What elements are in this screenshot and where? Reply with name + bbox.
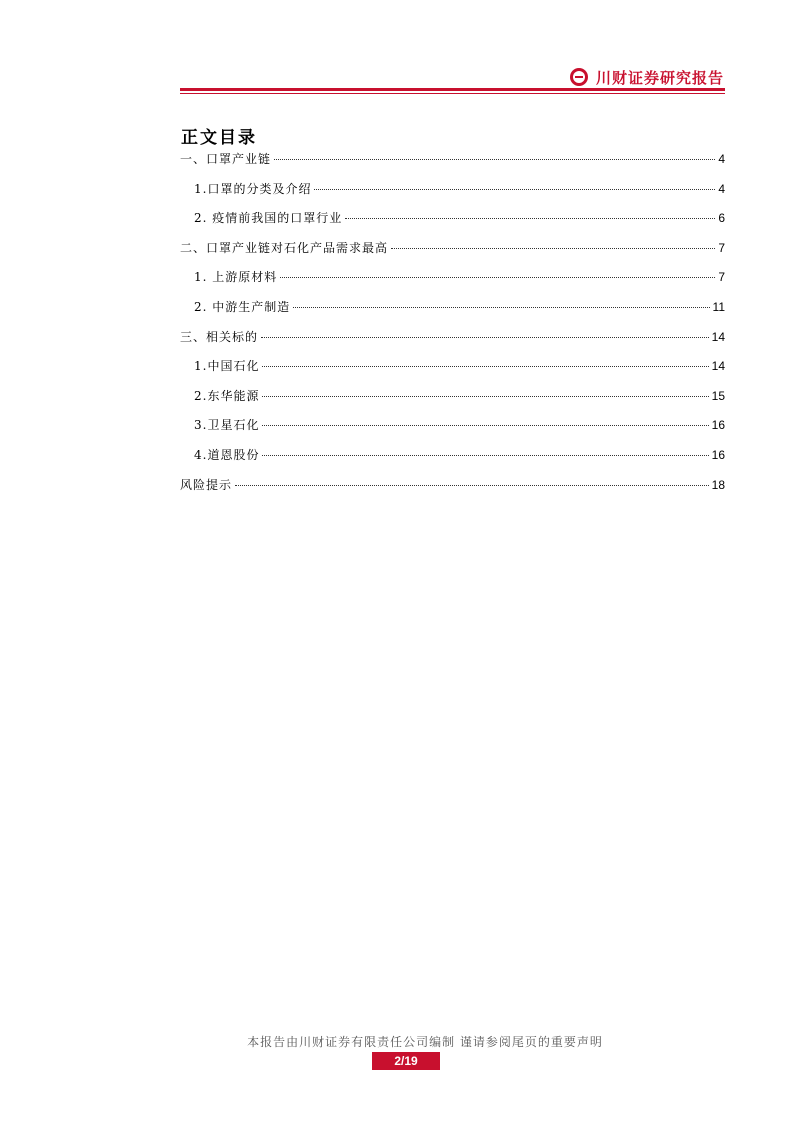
toc-entry-page: 14 (711, 359, 725, 374)
toc-entry-label: 2. 中游生产制造 (194, 299, 291, 314)
toc-leader-dots (261, 337, 709, 338)
toc-entry-page: 16 (711, 447, 725, 462)
toc-entry-label: 风险提示 (180, 477, 233, 492)
toc-entry-label: 3.卫星石化 (194, 418, 260, 433)
toc-entry-label: 4.道恩股份 (194, 447, 260, 462)
toc-entry-label: 1.口罩的分类及介绍 (194, 181, 312, 196)
toc-entry[interactable] (180, 150, 725, 180)
brand-name: 川财证券研究报告 (595, 68, 724, 87)
toc-entry-page: 4 (718, 181, 725, 196)
toc-entry[interactable] (180, 180, 725, 210)
toc-entry-page: 16 (711, 418, 725, 433)
toc-leader-dots (391, 248, 715, 249)
toc-entry[interactable] (180, 239, 725, 269)
toc-leader-dots (235, 485, 709, 486)
toc-leader-dots (293, 307, 709, 308)
chuancai-logo-icon (570, 68, 588, 86)
table-of-contents (180, 150, 725, 505)
toc-entry[interactable] (180, 328, 725, 358)
toc-entry-page: 11 (712, 299, 725, 314)
toc-entry-label: 三、相关标的 (180, 329, 259, 344)
toc-leader-dots (274, 159, 715, 160)
toc-entry-page: 18 (711, 477, 725, 492)
toc-entry-label: 2.东华能源 (194, 388, 260, 403)
toc-leader-dots (345, 218, 715, 219)
toc-entry[interactable] (180, 298, 725, 328)
toc-title: 正文目录 (181, 128, 257, 148)
toc-entry-label: 1. 上游原材料 (194, 270, 278, 285)
header-rule (180, 88, 725, 91)
toc-entry-page: 4 (718, 152, 725, 166)
toc-entry-page: 14 (711, 329, 725, 344)
toc-entry-label: 一、口罩产业链 (180, 152, 272, 166)
header-brand (570, 64, 724, 90)
toc-entry-page: 7 (718, 240, 725, 255)
toc-entry[interactable] (180, 357, 725, 387)
footer-disclaimer: 本报告由川财证券有限责任公司编制 谨请参阅尾页的重要声明 (247, 1035, 603, 1049)
toc-entry-page: 7 (718, 270, 725, 285)
toc-entry[interactable] (180, 416, 725, 446)
toc-entry[interactable] (180, 209, 725, 239)
toc-entry-page: 15 (711, 388, 725, 403)
toc-entry-label: 二、口罩产业链对石化产品需求最高 (180, 240, 389, 255)
toc-entry[interactable] (180, 268, 725, 298)
toc-entry[interactable] (180, 387, 725, 417)
toc-entry-label: 2. 疫情前我国的口罩行业 (194, 211, 343, 226)
header-rule-thin (180, 93, 725, 94)
toc-leader-dots (262, 455, 708, 456)
toc-leader-dots (262, 366, 708, 367)
toc-leader-dots (280, 277, 715, 278)
toc-entry-page: 6 (718, 211, 725, 226)
toc-entry[interactable] (180, 446, 725, 476)
toc-leader-dots (314, 189, 715, 190)
toc-entry[interactable] (180, 476, 725, 506)
toc-entry-label: 1.中国石化 (194, 359, 260, 374)
page-number-badge: 2/19 (372, 1052, 440, 1070)
toc-leader-dots (262, 396, 708, 397)
toc-leader-dots (262, 425, 708, 426)
